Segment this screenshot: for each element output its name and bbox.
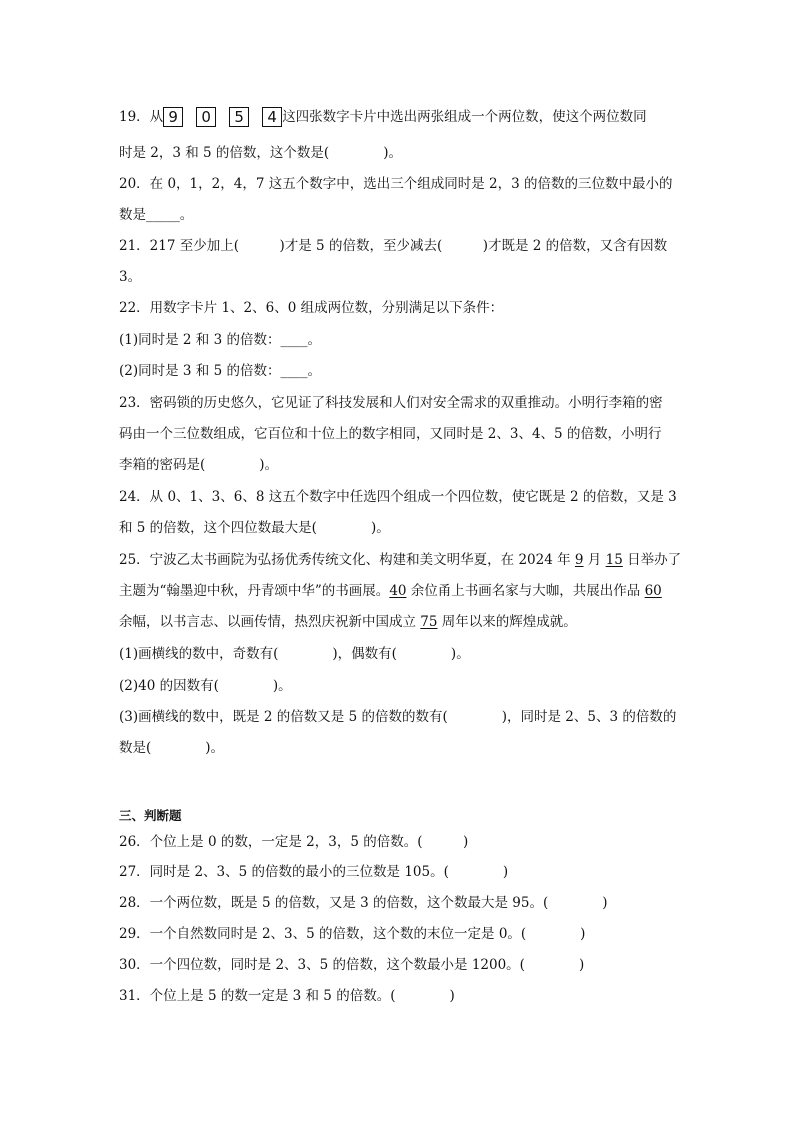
underlined-number: 15 [605, 552, 623, 568]
underlined-number: 60 [644, 583, 662, 599]
digit-card-9: 9 [163, 107, 183, 127]
question-22-line-1: 22．用数字卡片 1、2、6、0 组成两位数，分别满足以下条件： [119, 300, 504, 316]
question-25-text: 周年以来的辉煌成就。 [437, 614, 577, 630]
question-19-text: 这四张数字卡片中选出两张组成一个两位数，使这个两位数同 [282, 109, 647, 125]
question-25-text: 日举办了 [622, 552, 682, 568]
digit-card-0: 0 [196, 107, 216, 127]
question-25-text: 25．宁波乙太书画院为弘扬优秀传统文化、构建和美文明华夏，在 [119, 552, 519, 568]
question-19-prefix: 19．从 [119, 109, 164, 125]
question-22-sub-2: (2)同时是 3 和 5 的倍数：____。 [119, 363, 321, 379]
question-25-line-2 [119, 581, 662, 601]
question-23-line-2: 码由一个三位数组成，它百位和十位上的数字相同，又同时是 2、3、4、5 的倍数，小明行 [119, 426, 662, 442]
question-25-text: 余幅，以书言志、以画传情，热烈庆祝新中国成立 [119, 614, 421, 630]
question-24-line-2: 和 5 的倍数，这个四位数最大是( )。 [119, 520, 390, 536]
plain-number: 2024 [518, 552, 553, 568]
question-30: 30．一个四位数，同时是 2、3、5 的倍数，这个数最小是 1200。( ) [119, 957, 585, 973]
digit-card-4: 4 [262, 107, 282, 127]
question-23-line-1: 23．密码锁的历史悠久，它见证了科技发展和人们对安全需求的双重推动。小明行李箱的密 [119, 395, 663, 411]
question-25-sub-1: (1)画横线的数中，奇数有( )，偶数有( )。 [119, 646, 470, 662]
question-20-line-1: 20．在 0，1，2，4，7 这五个数字中，选出三个组成同时是 2，3 的倍数的三位数中最小的 [119, 176, 673, 192]
question-25-text: 年 [552, 552, 575, 568]
question-26: 26．个位上是 0 的数，一定是 2，3，5 的倍数。( ) [119, 834, 469, 850]
question-20-line-2: 数是_____。 [119, 207, 194, 223]
question-22-sub-1: (1)同时是 2 和 3 的倍数：____。 [119, 332, 321, 348]
question-21-line-2: 3。 [119, 269, 142, 285]
question-19-line-1 [119, 107, 647, 127]
question-24-line-1: 24．从 0、1、3、6、8 这五个数字中任选四个组成一个四位数，使它既是 2 的倍数，又是 3 [119, 489, 677, 505]
question-25-line-3 [119, 612, 577, 632]
question-29: 29．一个自然数同时是 2、3、5 的倍数，这个数的末位一定是 0。( ) [119, 926, 586, 942]
underlined-number: 75 [420, 614, 438, 630]
question-25-text: 月 [583, 552, 606, 568]
question-23-line-3: 李箱的密码是( )。 [119, 457, 279, 473]
question-21-line-1: 21．217 至少加上( )才是 5 的倍数，至少减去( )才既是 2 的倍数，又含有因数 [119, 238, 668, 254]
question-25-sub-2: (2)40 的因数有( )。 [119, 678, 292, 694]
section-title-judgement: 三、判断题 [119, 808, 182, 823]
question-19-line-2: 时是 2，3 和 5 的倍数，这个数是( )。 [119, 145, 402, 161]
question-25-text: 主题为“翰墨迎中秋，丹青颂中华”的书画展。 [119, 583, 390, 599]
question-25-sub-3-line-1: (3)画横线的数中，既是 2 的倍数又是 5 的倍数的数有( )，同时是 2、5、3 的倍数的 [119, 709, 677, 725]
digit-card-5: 5 [229, 107, 249, 127]
question-25-sub-3-line-2: 数是( )。 [119, 740, 225, 756]
underlined-number: 40 [389, 583, 407, 599]
question-25-text: 余位甬上书画名家与大咖，共展出作品 [406, 583, 645, 599]
question-31: 31．个位上是 5 的数一定是 3 和 5 的倍数。( ) [119, 988, 455, 1004]
question-28: 28．一个两位数，既是 5 的倍数，又是 3 的倍数，这个数最大是 95。( ) [119, 895, 608, 911]
question-25-line-1 [119, 550, 681, 570]
underlined-number: 9 [574, 552, 584, 568]
question-27: 27．同时是 2、3、5 的倍数的最小的三位数是 105。( ) [119, 864, 509, 880]
